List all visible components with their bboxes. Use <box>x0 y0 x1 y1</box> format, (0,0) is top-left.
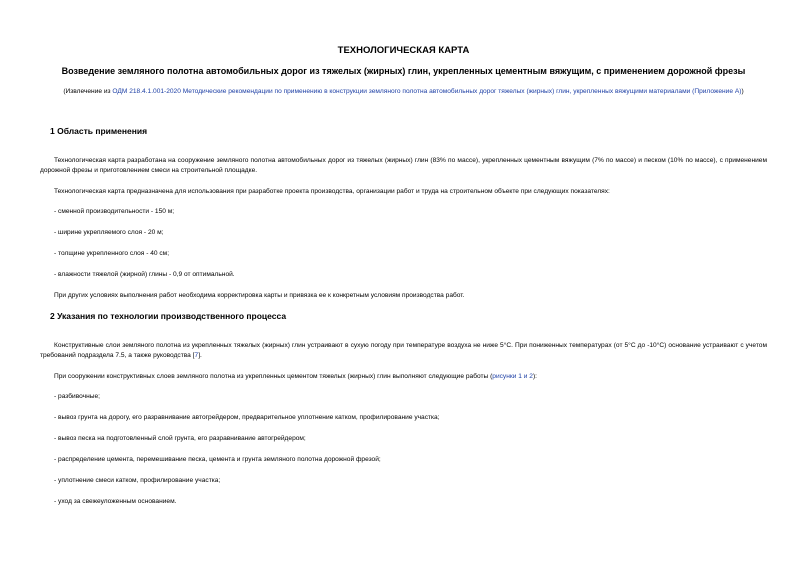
extract-suffix: ) <box>741 88 744 95</box>
section-1-list-item: - толщине укрепленного слоя - 40 см; <box>54 250 170 257</box>
extract-source-link[interactable]: ОДМ 218.4.1.001-2020 Методические рекомендации по применению в конструкции земляного полотна автомобильных дорог тяжелых (жирных) глин, укрепленных вяжущими материалами (Приложение А) <box>112 88 742 95</box>
section-2-paragraph-1 <box>40 341 767 360</box>
document-title: ТЕХНОЛОГИЧЕСКАЯ КАРТА <box>337 45 470 56</box>
section-2-list-item: - уплотнение смеси катком, профилирование участка; <box>54 477 221 484</box>
reference-link-7[interactable]: 7 <box>194 351 199 359</box>
section-2-paragraph-2-end: ): <box>532 373 537 380</box>
section-2-heading: 2 Указания по технологии производственного процесса <box>50 311 287 321</box>
section-1-heading: 1 Область применения <box>50 126 148 136</box>
section-1-list-item: - ширине укрепляемого слоя - 20 м; <box>54 229 164 236</box>
section-2-paragraph-2 <box>40 372 767 382</box>
section-2-list-item: - вывоз грунта на дорогу, его разравнивание автогрейдером, предварительное уплотнение катком, профилирование участка; <box>54 414 440 421</box>
extract-note <box>40 86 767 97</box>
figures-link[interactable]: рисунки 1 и 2 <box>492 373 533 380</box>
section-2-list-item: - уход за свежеуложенным основанием. <box>54 498 177 505</box>
section-2-paragraph-1-end: ]. <box>198 351 202 359</box>
section-2-list-item: - вывоз песка на подготовленный слой грунта, его разравнивание автогрейдером; <box>54 435 306 442</box>
section-1-list-item: - сменной производительности - 150 м; <box>54 208 175 215</box>
section-1-paragraph-1: Технологическая карта разработана на сооружение земляного полотна автомобильных дорог из тяжелых (жирных) глин (83% по массе), укрепленных цементным вяжущим (7% по массе) и песком (10% по массе), с применением дорожной фрезы и приготовлением смеси на строительной площадке. <box>40 157 767 174</box>
section-1-paragraph-3: При других условиях выполнения работ необходима корректировка карты и привязка ее к конкретным условиям производства работ. <box>54 292 465 299</box>
section-2-paragraph-2-text: При сооружении конструктивных слоев земляного полотна из укрепленных цементом тяжелых (жирных) глин выполняют следующие работы ( <box>54 373 493 380</box>
extract-prefix: (Извлечение из <box>63 88 113 95</box>
document-subtitle: Возведение земляного полотна автомобильных дорог из тяжелых (жирных) глин, укрепленных цементным вяжущим, с применением дорожной фрезы <box>61 66 746 76</box>
section-1-list-item: - влажности тяжелой (жирной) глины - 0,9 от оптимальной. <box>54 271 235 278</box>
section-1-paragraph-2: Технологическая карта предназначена для использования при разработке проекта производства, организации работ и труда на строительном объекте при следующих показателях: <box>54 188 610 195</box>
section-2-list-item: - распределение цемента, перемешивание песка, цемента и грунта земляного полотна дорожной фрезой; <box>54 456 381 463</box>
section-2-paragraph-1-text: Конструктивные слои земляного полотна из укрепленных тяжелых (жирных) глин устраивают в сухую погоду при температуре воздуха не ниже 5°С. При пониженных температурах (от 5°С до -10°С) основание устраивают с учетом требований подраздела 7.5, а также руководства [ <box>40 342 767 359</box>
section-2-list-item: - разбивочные; <box>54 393 100 400</box>
